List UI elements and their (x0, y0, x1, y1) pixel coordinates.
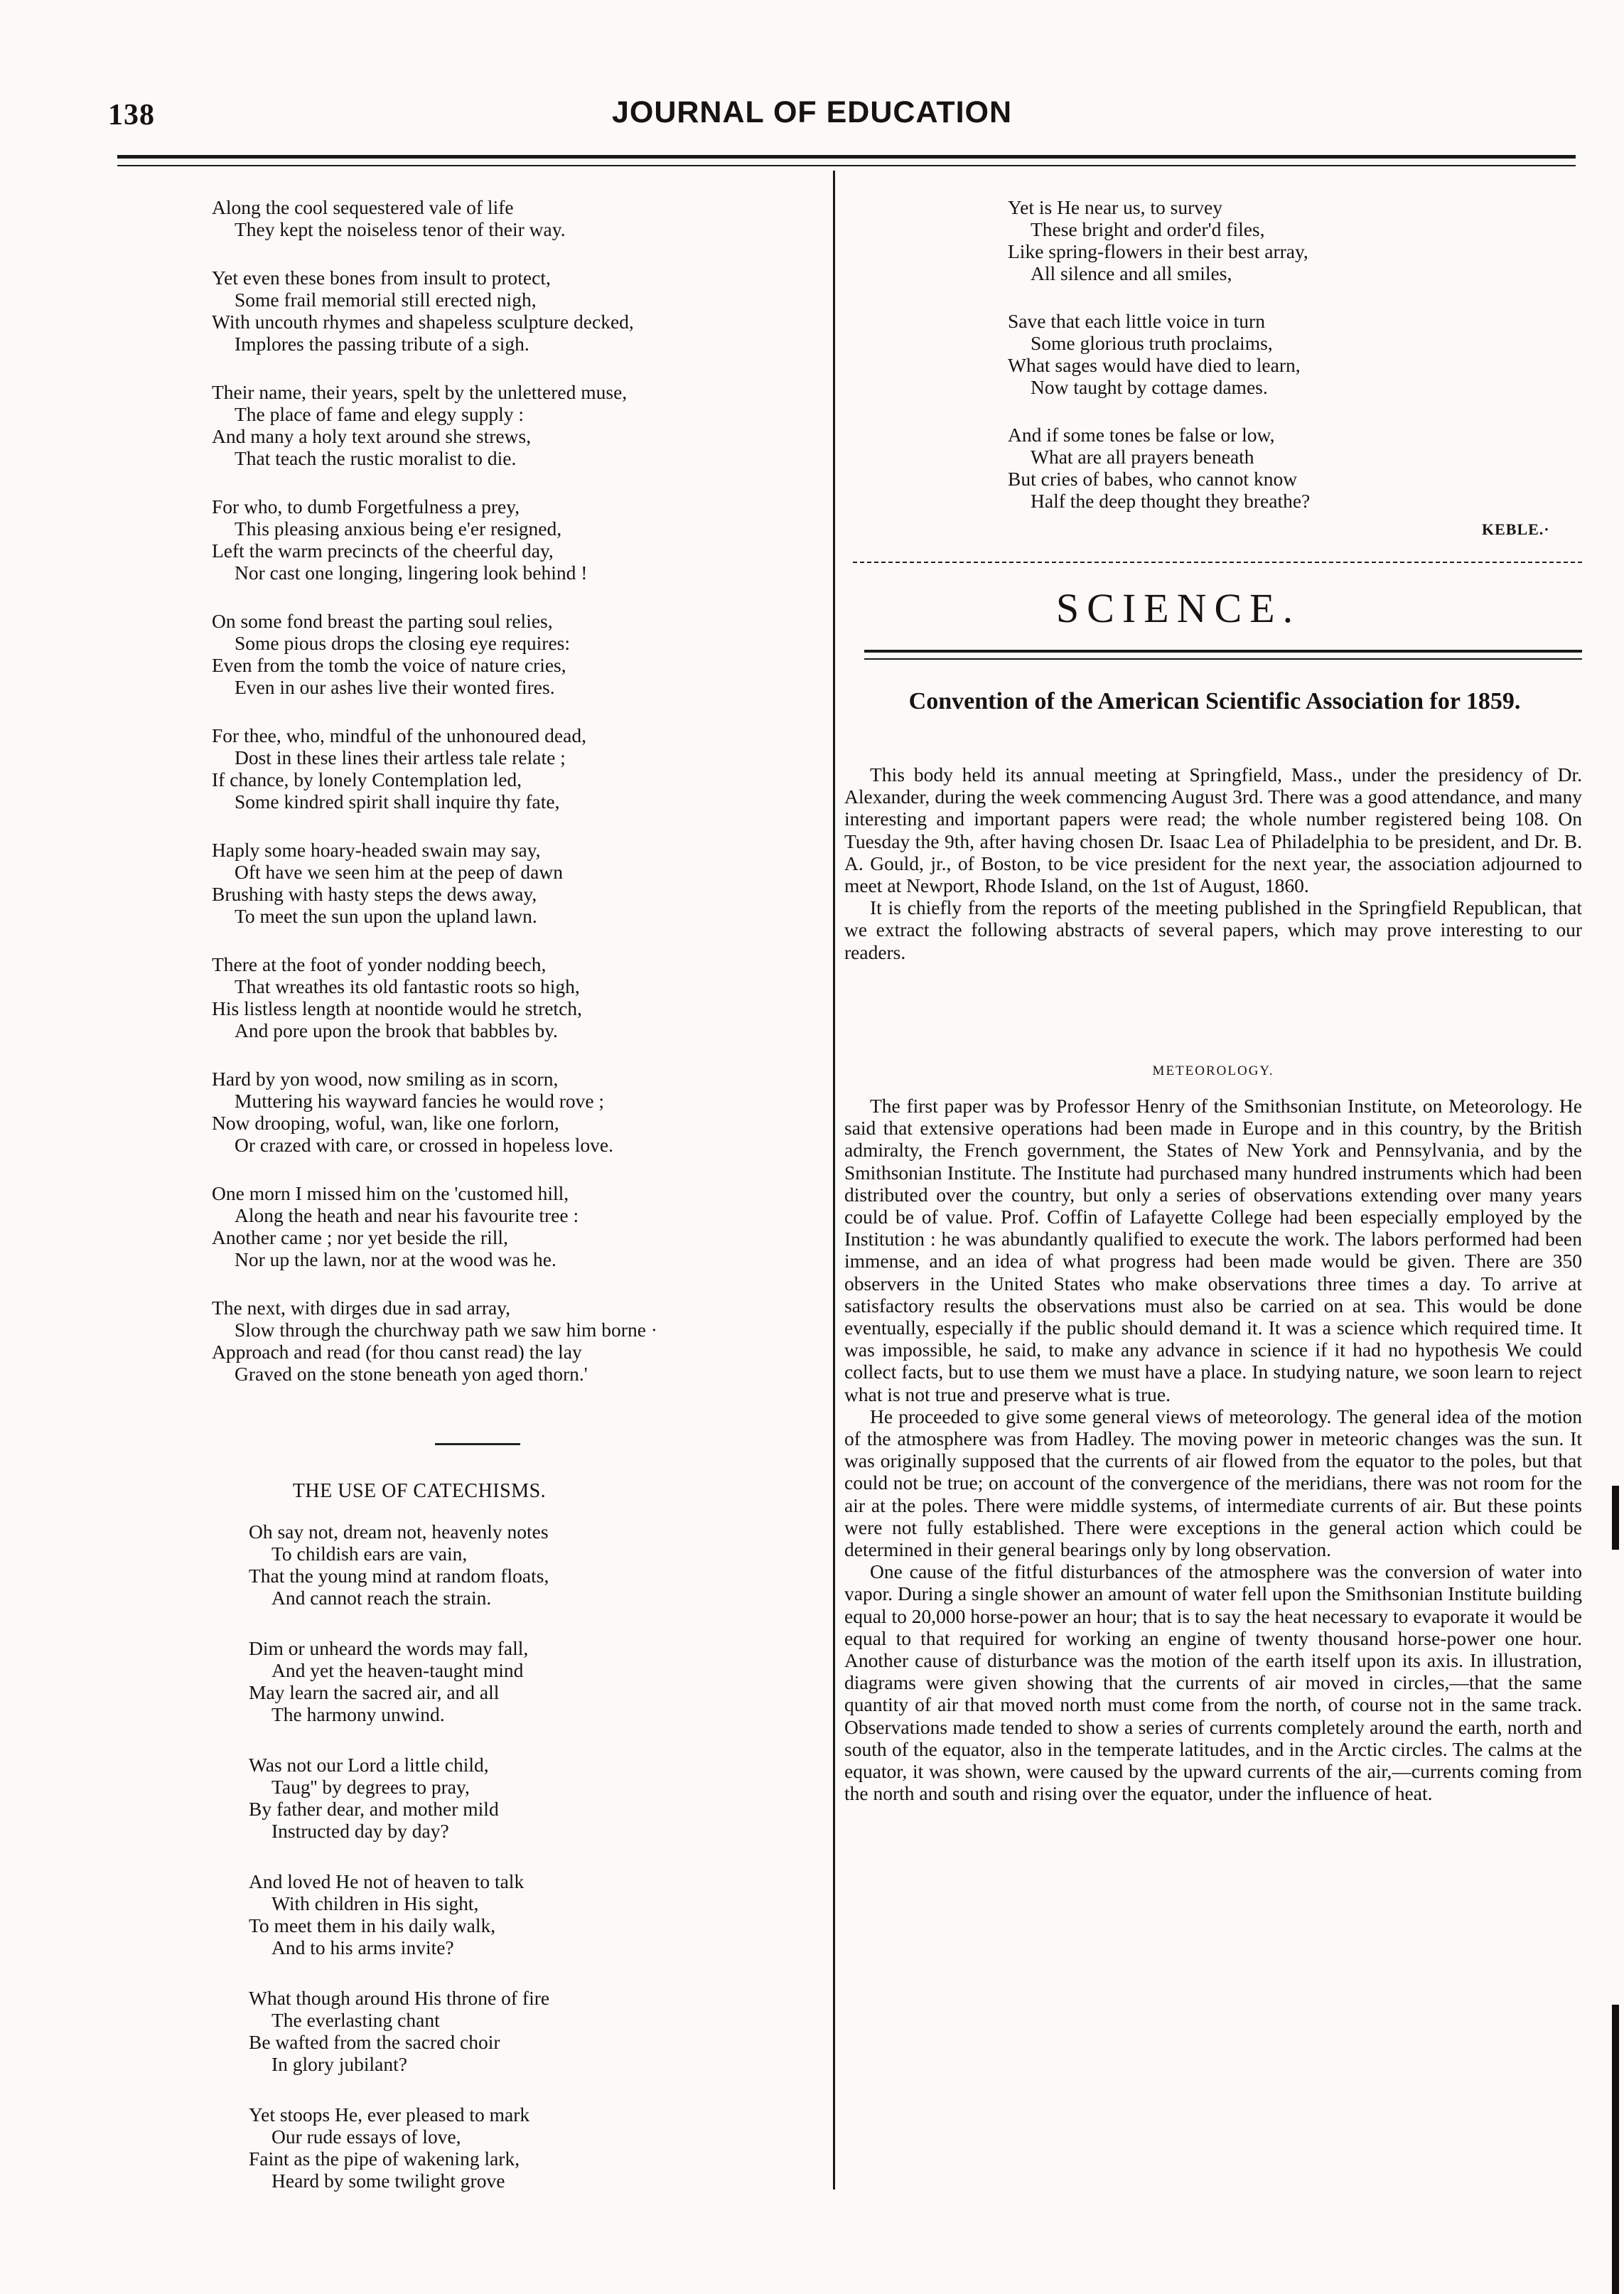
poem-line: Along the cool sequestered vale of life (212, 196, 514, 218)
journal-title: JOURNAL OF EDUCATION (611, 95, 1013, 129)
poem-line: Yet even these bones from insult to protect, (212, 267, 551, 289)
poem-line: Yet is He near us, to survey (1008, 196, 1222, 218)
poem-line: Dost in these lines their artless tale relate ; (235, 746, 566, 768)
poem-line: Another came ; nor yet beside the rill, (212, 1226, 508, 1248)
stanza (212, 1068, 795, 1156)
poem-line: That the young mind at random floats, (249, 1565, 549, 1587)
stanza (249, 1754, 817, 1842)
poem-line: Oft have we seen him at the peep of dawn (235, 861, 563, 883)
stanza (212, 724, 795, 813)
poem-line: Dim or unheard the words may fall, (249, 1637, 529, 1659)
poem-line: And loved He not of heaven to talk (249, 1870, 525, 1892)
poem-line: Some frail memorial still erected nigh, (235, 289, 537, 311)
poem-line: And pore upon the brook that babbles by. (235, 1019, 558, 1041)
poem-line: And if some tones be false or low, (1008, 424, 1275, 446)
header-rule-thick (117, 155, 1576, 159)
poem-line: What sages would have died to learn, (1008, 354, 1301, 376)
poem-line: Some glorious truth proclaims, (1031, 332, 1273, 354)
poem-line: Now drooping, woful, wan, like one forlorn, (212, 1112, 559, 1134)
poem-line: The harmony unwind. (271, 1703, 445, 1725)
poem-line: For who, to dumb Forgetfulness a prey, (212, 495, 520, 518)
poem-line: To childish ears are vain, (271, 1543, 468, 1565)
poem-line: His listless length at noontide would he stretch, (212, 997, 582, 1019)
poem-line: What are all prayers beneath (1031, 446, 1254, 468)
poem-line: Instructed day by day? (271, 1820, 449, 1842)
poem-line: And many a holy text around she strews, (212, 425, 532, 447)
paragraph: He proceeded to give some general views of meteorology. The general idea of the motion of the atmosphere was from Hadley. The moving power in meteoric changes was the sun. It was originally supposed that the currents of air flowed from the equator to the poles, but that could not be true; on account of the convergence of the meridians, there was not room for the air at the poles. There were middle systems, of intermediate currents of air. But these points were not fully established. There were exceptions in the general action which could be determined in their general bearings only by long observation. (844, 1405, 1582, 1561)
poem-line: Our rude essays of love, (271, 2126, 461, 2148)
poem-separator-rule (435, 1443, 520, 1445)
stanza (1008, 310, 1548, 398)
paragraph: This body held its annual meeting at Springfield, Mass., under the presidency of Dr. Alexander, during the week commencing August 3rd. There was a good attendance, and many interesting and important papers were read; the whole number registered being 108. On Tuesday the 9th, after having chosen Dr. Isaac Lea of Philadelphia to be president, and Dr. B. A. Gould, jr., of Boston, to be vice president for the next year, the association adjourned to meet at Newport, Rhode Island, on the 1st of August, 1860. (844, 763, 1582, 897)
poem-line: Half the deep thought they breathe? (1031, 490, 1311, 512)
poem-line: Along the heath and near his favourite tree : (235, 1204, 579, 1226)
poem-line: Some pious drops the closing eye requires: (235, 632, 570, 654)
poem-line: Nor up the lawn, nor at the wood was he. (235, 1248, 556, 1270)
poem-line: Some kindred spirit shall inquire thy fate, (235, 790, 560, 813)
meteorology-subheading: METEOROLOGY. (1152, 1063, 1274, 1078)
elegy-poem (212, 196, 795, 1411)
poem-line: Oh say not, dream not, heavenly notes (249, 1521, 549, 1543)
science-rule-thick (864, 650, 1582, 653)
stanza (212, 1297, 795, 1385)
poem-line: In glory jubilant? (271, 2053, 407, 2075)
header-rule-thin (117, 165, 1576, 166)
poem-line: Muttering his wayward fancies he would rove ; (235, 1090, 605, 1112)
page-edge-mark (1612, 2005, 1619, 2294)
poem-line: Be wafted from the sacred choir (249, 2031, 500, 2053)
poem-line: These bright and order'd files, (1031, 218, 1265, 240)
poem-line: Approach and read (for thou canst read) the lay (212, 1341, 582, 1363)
poem-line: This pleasing anxious being e'er resigned, (235, 518, 562, 540)
stanza (1008, 196, 1548, 284)
page-edge-mark (1612, 1486, 1619, 1550)
poem-line: The place of fame and elegy supply : (235, 403, 524, 425)
poem-line: The next, with dirges due in sad array, (212, 1297, 511, 1319)
stanza (212, 495, 795, 584)
stanza (212, 610, 795, 698)
poem-line: But cries of babes, who cannot know (1008, 468, 1298, 490)
poem-line: Hard by yon wood, now smiling as in scorn, (212, 1068, 559, 1090)
stanza (249, 1637, 817, 1725)
poem-line: That wreathes its old fantastic roots so high, (235, 975, 580, 997)
poem-line: All silence and all smiles, (1031, 262, 1232, 284)
poem-line: Save that each little voice in turn (1008, 310, 1265, 332)
poem-line: That teach the rustic moralist to die. (235, 447, 517, 469)
catechism-poem (249, 1521, 817, 2220)
poem-line: Yet stoops He, ever pleased to mark (249, 2103, 530, 2126)
stanza (1008, 424, 1548, 512)
poem-line: Slow through the churchway path we saw him borne · (235, 1319, 657, 1341)
poem-line: Their name, their years, spelt by the unlettered muse, (212, 381, 628, 403)
stanza (212, 1182, 795, 1270)
stanza (212, 839, 795, 927)
paragraph: One cause of the fitful disturbances of the atmosphere was the conversion of water into vapor. During a single shower an amount of water fell upon the Smithsonian Institute building equal to 20,000 horse-power an hour; that is to say the heat necessary to evaporate it would be equal to that required for working an engine of twenty thousand horse-power one hour. Another cause of disturbance was the motion of the earth itself upon its axis. In illustration, diagrams were given showing that the currents of air moved in circles,—that the same quantity of air that moved north must come from the north, of course not in the same track. Observations made tended to show a series of currents completely around the earth, north and south of the equator, also in the temperate latitudes, and in the Arctic circles. The calms at the equator, it was shown, were caused by the upward currents of the air,—currents coming from the north and south and rising over the equator, under the influence of heat. (844, 1560, 1582, 1805)
poem-line: Heard by some twilight grove (271, 2170, 505, 2192)
article-intro (844, 763, 1582, 963)
poem-line: Even from the tomb the voice of nature cries, (212, 654, 566, 676)
poem-line: Even in our ashes live their wonted fires. (235, 676, 555, 698)
stanza (212, 196, 795, 240)
poem-line: Or crazed with care, or crossed in hopeless love. (235, 1134, 613, 1156)
paragraph: The first paper was by Professor Henry of the Smithsonian Institute, on Meteorology. He said that extensive operations had been made in Europe and in this country, by the British admiralty, the French government, the States of New York and Pennsylvania, and by the Smithsonian Institute. The Institute had purchased many hundred instruments which had been distributed over the country, but only a series of observations extending over many years could be of value. Prof. Coffin of Lafayette College had been especially employed by the Institution : he was abundantly qualified to execute the work. The labors performed had been immense, and an idea of what progress had been made would be given. There are 350 observers in the United States who make observations three times a day. To arrive at satisfactory results the observations must also be carried on at sea. This would be done eventually, especially if the public should demand it. It was a science which required time. It was impossible, he said, to make any advance in science if it had no hypothesis We could collect facts, but to use them we must have a place. In studying nature, we soon learn to reject what is not true and preserve what is true. (844, 1095, 1582, 1405)
science-heading: SCIENCE. (1055, 585, 1301, 631)
poem-line: They kept the noiseless tenor of their way. (235, 218, 566, 240)
poem-line: Taug'' by degrees to pray, (271, 1776, 470, 1798)
stanza (249, 2103, 817, 2192)
stanza (212, 381, 795, 469)
stanza (249, 1870, 817, 1958)
page-number: 138 (108, 99, 155, 132)
stanza (212, 267, 795, 355)
column-divider (833, 171, 835, 2190)
poem-line: There at the foot of yonder nodding beech, (212, 953, 547, 975)
poem-line: For thee, who, mindful of the unhonoured dead, (212, 724, 586, 746)
poem-line: By father dear, and mother mild (249, 1798, 499, 1820)
poem-line: Was not our Lord a little child, (249, 1754, 489, 1776)
science-rule-thin (864, 658, 1582, 660)
poem-line: Left the warm precincts of the cheerful day, (212, 540, 554, 562)
poem-line: Brushing with hasty steps the dews away, (212, 883, 537, 905)
poem-line: Haply some hoary-headed swain may say, (212, 839, 541, 861)
paragraph: It is chiefly from the reports of the meeting published in the Springfield Republican, that we extract the following abstracts of several papers, which may prove interesting to our readers. (844, 896, 1582, 963)
poem-line: And yet the heaven-taught mind (271, 1659, 524, 1681)
poem-attribution: KEBLE.· (1482, 520, 1550, 538)
catechism-poem-continued (1008, 196, 1548, 537)
poem-line: On some fond breast the parting soul relies, (212, 610, 553, 632)
poem-line: With children in His sight, (271, 1892, 479, 1914)
poem-line: If chance, by lonely Contemplation led, (212, 768, 522, 790)
catechism-title: THE USE OF CATECHISMS. (292, 1480, 547, 1502)
poem-line: Faint as the pipe of wakening lark, (249, 2148, 520, 2170)
poem-line: One morn I missed him on the 'customed hill, (212, 1182, 569, 1204)
poem-line: And cannot reach the strain. (271, 1587, 492, 1609)
poem-line: Now taught by cottage dames. (1031, 376, 1268, 398)
poem-line: Like spring-flowers in their best array, (1008, 240, 1308, 262)
poem-line: Graved on the stone beneath yon aged thorn.' (235, 1363, 588, 1385)
poem-line: Nor cast one longing, lingering look behind ! (235, 562, 588, 584)
poem-line: And to his arms invite? (271, 1936, 454, 1958)
article-title: Convention of the American Scientific Association for 1859. (908, 688, 1521, 714)
stanza (249, 1521, 817, 1609)
stanza (249, 1987, 817, 2075)
stanza (212, 953, 795, 1041)
poem-line: To meet the sun upon the upland lawn. (235, 905, 537, 927)
poem-line: What though around His throne of fire (249, 1987, 550, 2009)
poem-line: The everlasting chant (271, 2009, 440, 2031)
poem-line: Implores the passing tribute of a sigh. (235, 333, 529, 355)
article-body (844, 1095, 1582, 1805)
section-divider-dashed (853, 562, 1582, 563)
poem-line: With uncouth rhymes and shapeless sculpture decked, (212, 311, 634, 333)
poem-line: To meet them in his daily walk, (249, 1914, 496, 1936)
poem-line: May learn the sacred air, and all (249, 1681, 500, 1703)
